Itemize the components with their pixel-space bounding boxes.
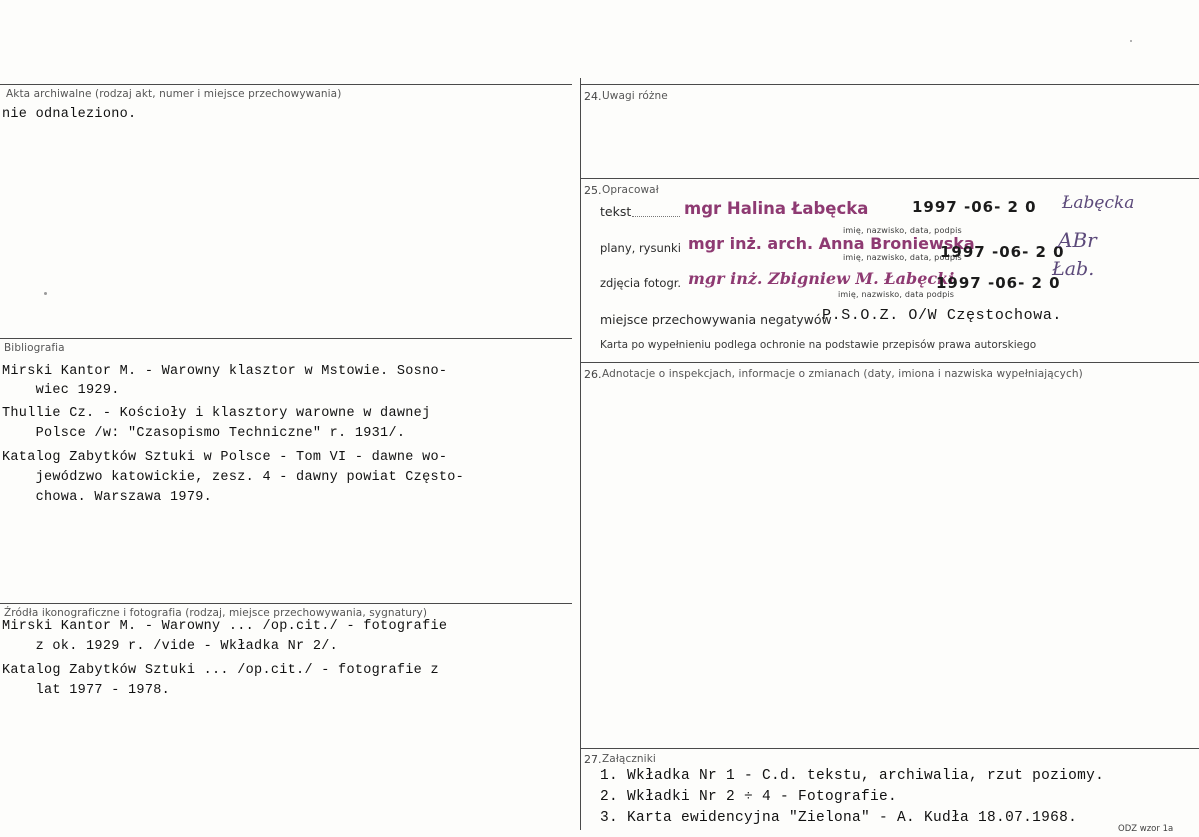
rule-field26-top xyxy=(580,362,1199,363)
field25-row0-date: 1997 -06- 2 0 xyxy=(912,198,1037,216)
bibliography-field-header: Bibliografia xyxy=(4,342,65,354)
field25-row1-label: plany, rysunki xyxy=(600,241,681,255)
iconography-line-2: Katalog Zabytków Sztuki ... /op.cit./ - fotografie z xyxy=(2,663,439,678)
field27-line-2: 3. Karta ewidencyjna "Zielona" - A. Kudła 18.07.1968. xyxy=(600,810,1078,826)
field25-row1-caption: imię, nazwisko, data, podpis xyxy=(843,253,962,262)
bibliography-line-4: Katalog Zabytków Sztuki w Polsce - Tom VI - dawne wo- xyxy=(2,450,448,465)
paper-speck xyxy=(1130,40,1132,42)
field26-header: Adnotacje o inspekcjach, informacje o zmianach (daty, imiona i nazwiska wypełniających) xyxy=(602,368,1083,380)
bibliography-line-5: jewódzwo katowickie, zesz. 4 - dawny powiat Często- xyxy=(2,470,465,485)
field25-storage-value: P.S.O.Z. O/W Częstochowa. xyxy=(822,307,1063,324)
field27-header: Załączniki xyxy=(602,753,656,765)
field27-line-1: 2. Wkładki Nr 2 ÷ 4 - Fotografie. xyxy=(600,789,898,805)
bibliography-line-1: wiec 1929. xyxy=(2,383,120,398)
field25-row0-caption: imię, nazwisko, data, podpis xyxy=(843,226,962,235)
field26-number: 26. xyxy=(584,368,602,381)
field24-number: 24. xyxy=(584,90,602,103)
field25-row1-date: 1997 -06- 2 0 xyxy=(940,243,1065,261)
rule-field27-top xyxy=(580,748,1199,749)
field25-row0-label: tekst xyxy=(600,204,632,219)
field25-protection-note: Karta po wypełnieniu podlega ochronie na podstawie przepisów prawa autorskiego xyxy=(600,339,1037,351)
archival-field-value: nie odnaleziono. xyxy=(2,107,137,122)
field25-row0-signature: Łabęcka xyxy=(1062,193,1135,213)
field25-number: 25. xyxy=(584,184,602,197)
rule-archival-top xyxy=(0,84,572,85)
bibliography-line-2: Thullie Cz. - Kościoły i klasztory warowne w dawnej xyxy=(2,406,431,421)
field25-row1-name: mgr inż. arch. Anna Broniewska xyxy=(688,234,975,253)
iconography-line-0: Mirski Kantor M. - Warowny ... /op.cit./ - fotografie xyxy=(2,619,448,634)
rule-field25-top xyxy=(580,178,1199,179)
field25-row0-name: mgr Halina Łabęcka xyxy=(684,199,869,218)
field25-storage-label: miejsce przechowywania negatywów xyxy=(600,312,832,327)
bibliography-line-3: Polsce /w: "Czasopismo Techniczne" r. 1931/. xyxy=(2,426,406,441)
iconography-line-1: z ok. 1929 r. /vide - Wkładka Nr 2/. xyxy=(2,639,339,654)
bibliography-line-0: Mirski Kantor M. - Warowny klasztor w Mstowie. Sosno- xyxy=(2,364,448,379)
field25-header: Opracował xyxy=(602,184,659,196)
field25-row1-signature: ABr xyxy=(1058,228,1097,252)
field25-row2-name: mgr inż. Zbigniew M. Łabęcki xyxy=(688,269,955,288)
rule-bibliography-top xyxy=(0,338,572,339)
field25-row0-dotline xyxy=(632,216,680,217)
rule-iconography-top xyxy=(0,603,572,604)
form-code-footer: ODZ wzor 1a xyxy=(1118,824,1174,834)
field24-header: Uwagi różne xyxy=(602,90,668,102)
vertical-divider xyxy=(580,78,581,830)
archival-field-header: Akta archiwalne (rodzaj akt, numer i miejsce przechowywania) xyxy=(6,88,342,100)
field25-row2-caption: imię, nazwisko, data podpis xyxy=(838,290,955,299)
field27-number: 27. xyxy=(584,753,602,766)
field27-line-0: 1. Wkładka Nr 1 - C.d. tekstu, archiwalia, rzut poziomy. xyxy=(600,768,1105,784)
iconography-field-header: Źródła ikonograficzne i fotografia (rodzaj, miejsce przechowywania, sygnatury) xyxy=(4,607,428,619)
field25-row2-date: 1997 -06- 2 0 xyxy=(936,274,1061,292)
bibliography-line-6: chowa. Warszawa 1979. xyxy=(2,490,213,505)
field25-row2-label: zdjęcia fotogr. xyxy=(600,276,682,290)
field25-row2-signature: Łab. xyxy=(1052,258,1095,280)
paper-speck xyxy=(44,292,47,295)
iconography-line-3: lat 1977 - 1978. xyxy=(2,683,171,698)
rule-field24-top xyxy=(580,84,1199,85)
